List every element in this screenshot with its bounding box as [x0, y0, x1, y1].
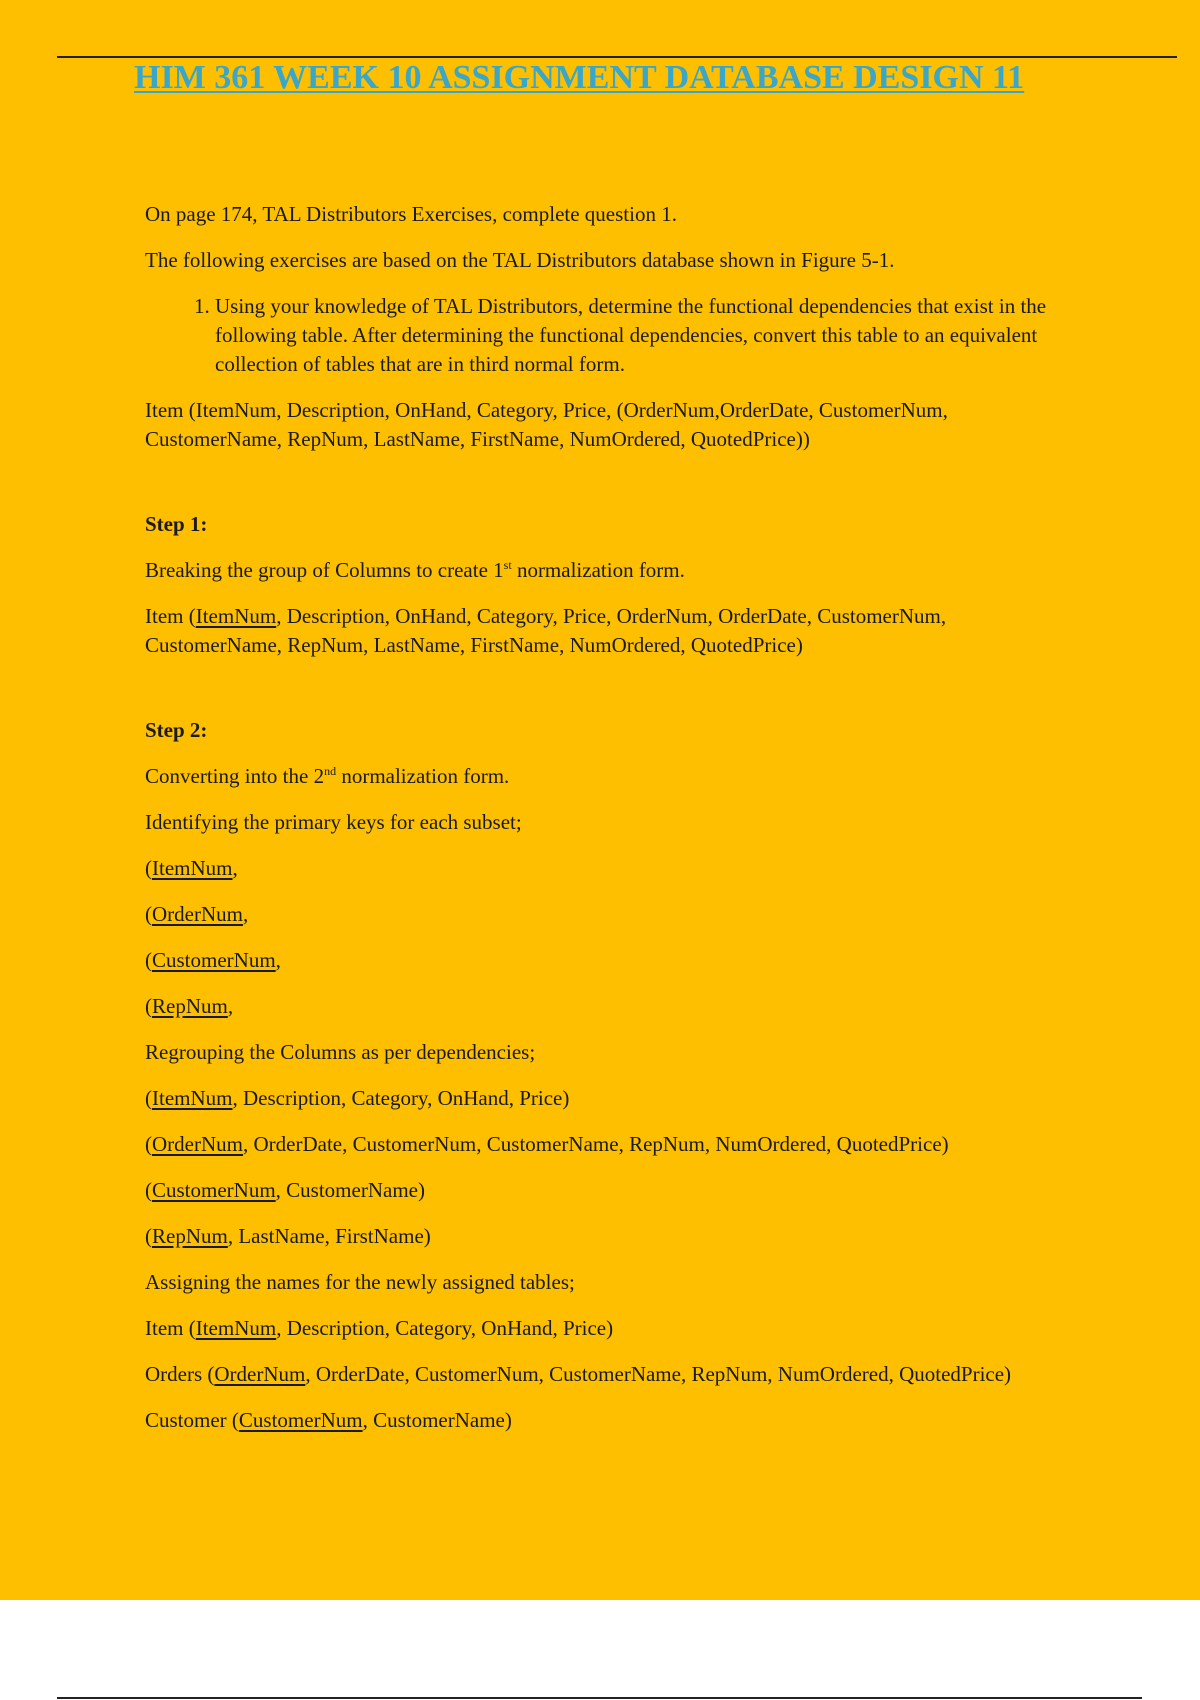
group-line: (OrderNum, OrderDate, CustomerNum, CustomerName, RepNum, NumOrdered, QuotedPrice) [145, 1132, 949, 1156]
primary-key: CustomerNum [152, 948, 276, 972]
key-line: (ItemNum, [145, 856, 238, 880]
key-line: (RepNum, [145, 994, 234, 1018]
document-body [145, 200, 1085, 1452]
primary-key: OrderNum [214, 1362, 306, 1386]
primary-key: ItemNum [152, 1086, 233, 1110]
primary-key: OrderNum [152, 902, 243, 926]
identify-keys-text: Identifying the primary keys for each subset; [145, 810, 522, 834]
question-item: 1. Using your knowledge of TAL Distributors, determine the functional dependencies that exist in the following table. After determining the functional dependencies, convert this table to an equivalent collection of tables that are in third normal form. [215, 292, 1085, 379]
step1-item-table: Item (ItemNum, Description, OnHand, Category, Price, OrderNum, OrderDate, CustomerNum, CustomerName, RepNum, LastName, FirstName, NumOrdered, QuotedPrice) [145, 604, 947, 657]
group-line: (RepNum, LastName, FirstName) [145, 1224, 431, 1248]
primary-key: ItemNum [195, 604, 277, 628]
assign-text: Assigning the names for the newly assigned tables; [145, 1270, 575, 1294]
item-definition: Item (ItemNum, Description, OnHand, Category, Price, (OrderNum,OrderDate, CustomerNum, CustomerName, RepNum, LastName, FirstName, NumOrdered, QuotedPrice)) [145, 398, 948, 451]
primary-key: CustomerNum [238, 1408, 363, 1432]
primary-key: OrderNum [152, 1132, 243, 1156]
primary-key: RepNum [152, 994, 228, 1018]
group-line: (CustomerNum, CustomerName) [145, 1178, 425, 1202]
document-title[interactable]: HIM 361 WEEK 10 ASSIGNMENT DATABASE DESIGN 11 [134, 59, 1025, 96]
question-list [145, 292, 1085, 379]
regroup-text: Regrouping the Columns as per dependencies; [145, 1040, 536, 1064]
table-line: Customer (CustomerNum, CustomerName) [145, 1408, 512, 1432]
step1-heading: Step 1: [145, 512, 208, 536]
step2-heading: Step 2: [145, 718, 208, 742]
group-line: (ItemNum, Description, Category, OnHand, Price) [145, 1086, 570, 1110]
step2-description: Converting into the 2nd normalization form. [145, 764, 510, 788]
primary-key: ItemNum [152, 856, 233, 880]
key-line: (OrderNum, [145, 902, 249, 926]
bottom-rule [57, 1697, 1142, 1699]
intro-paragraph: On page 174, TAL Distributors Exercises, complete question 1. [145, 202, 677, 226]
primary-key: CustomerNum [152, 1178, 276, 1202]
key-line: (CustomerNum, [145, 948, 281, 972]
primary-key: RepNum [152, 1224, 228, 1248]
lead-paragraph: The following exercises are based on the TAL Distributors database shown in Figure 5-1. [145, 248, 895, 272]
table-line: Item (ItemNum, Description, Category, OnHand, Price) [145, 1316, 614, 1340]
primary-key: ItemNum [195, 1316, 277, 1340]
step1-description: Breaking the group of Columns to create 1st normalization form. [145, 558, 685, 582]
table-line: Orders (OrderNum, OrderDate, CustomerNum, CustomerName, RepNum, NumOrdered, QuotedPrice) [145, 1362, 1012, 1386]
